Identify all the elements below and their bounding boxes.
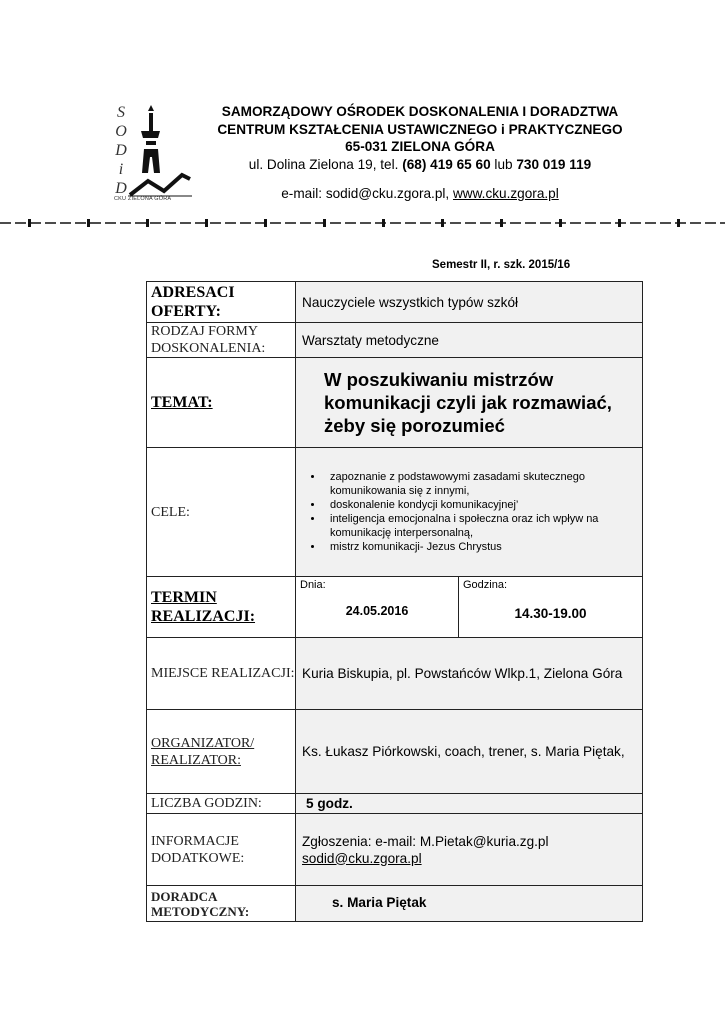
dnia-value: 24.05.2016 <box>345 604 409 618</box>
logo-letter: D <box>115 180 127 197</box>
divider-tick <box>677 219 680 227</box>
rodzaj-value: Warsztaty metodyczne <box>296 323 643 358</box>
cele-list <box>302 470 642 554</box>
godzina-value: 14.30-19.00 <box>514 606 587 621</box>
header-divider <box>0 213 725 233</box>
divider-tick <box>87 219 90 227</box>
adresaci-label: ADRESACI OFERTY: <box>147 282 296 323</box>
cele-label: CELE: <box>147 448 296 577</box>
temat-label <box>147 358 296 448</box>
header-address: ul. Dolina Zielona 19, tel. <box>248 156 399 172</box>
miejsce-value: Kuria Biskupia, pl. Powstańców Wlkp.1, Zielona Góra <box>296 638 643 710</box>
cele-item: • zapoznanie z podstawowymi zasadami skutecznego komunikowania się z innymi, <box>324 470 642 498</box>
adresaci-value: Nauczyciele wszystkich typów szkół <box>296 282 643 323</box>
row-organizator <box>147 710 643 794</box>
logo-letter: O <box>115 123 127 140</box>
row-liczba <box>147 794 643 814</box>
informacje-line-1: Zgłoszenia: e-mail: M.Pietak@kuria.zg.pl <box>302 833 549 849</box>
website-link[interactable]: www.cku.zgora.pl <box>452 186 559 201</box>
row-termin <box>147 577 643 638</box>
organizator-value: Ks. Łukasz Piórkowski, coach, trener, s. Maria Piętak, <box>296 710 643 794</box>
row-miejsce <box>147 638 643 710</box>
cele-item: • mistrz komunikacji- Jezus Chrystus <box>324 540 642 554</box>
rodzaj-label: RODZAJ FORMY DOSKONALENIA: <box>147 323 296 358</box>
divider-tick <box>146 219 149 227</box>
logo-letter: S <box>117 104 125 121</box>
termin-subtable <box>296 577 642 637</box>
logo-figure-icon <box>108 103 194 207</box>
cele-value-cell <box>296 448 643 577</box>
row-cele <box>147 448 643 577</box>
temat-label-text: TEMAT: <box>151 394 213 411</box>
godzina-label: Godzina: <box>463 579 508 591</box>
temat-value: W poszukiwaniu mistrzów komunikacji czyli jak rozmawiać, żeby się porozumieć <box>324 369 612 436</box>
logo-letter: i <box>118 161 124 178</box>
divider-tick <box>28 219 31 227</box>
divider-tick <box>382 219 385 227</box>
semester-info: Semestr II, r. szk. 2015/16 <box>432 259 571 271</box>
divider-tick <box>559 219 562 227</box>
row-rodzaj <box>147 323 643 358</box>
sodid-logo <box>108 103 194 207</box>
row-adresaci <box>147 282 643 323</box>
row-informacje <box>147 814 643 886</box>
dnia-cell <box>296 577 459 637</box>
organizator-label <box>147 710 296 794</box>
liczba-value: 5 godz. <box>296 794 643 814</box>
informacje-email-link[interactable]: sodid@cku.zgora.pl <box>302 850 422 866</box>
divider-tick <box>441 219 444 227</box>
header-phone-1: (68) 419 65 60 <box>402 156 491 172</box>
doradca-value: s. Maria Piętak <box>296 886 643 922</box>
termin-label <box>147 577 296 638</box>
institution-header <box>190 103 650 203</box>
cele-item: • doskonalenie kondycji komunikacyjnej’ <box>324 498 642 512</box>
godzina-cell <box>459 577 643 637</box>
divider-tick <box>618 219 621 227</box>
row-temat <box>147 358 643 448</box>
dnia-label: Dnia: <box>300 579 326 591</box>
informacje-value-cell <box>296 814 643 886</box>
divider-tick <box>264 219 267 227</box>
cele-item: • inteligencja emocjonalna i społeczna oraz ich wpływ na komunikację interpersonalną, <box>324 512 642 540</box>
header-address-line <box>190 156 650 174</box>
organizator-label-text: ORGANIZATOR/ REALIZATOR: <box>151 735 255 768</box>
header-contact-line <box>190 185 650 203</box>
header-line-3: 65-031 ZIELONA GÓRA <box>345 139 495 154</box>
logo-caption: CKU ZIELONA GÓRA <box>114 196 172 202</box>
logo-letter: D <box>115 142 127 159</box>
header-phone-2: 730 019 119 <box>516 156 592 172</box>
temat-value-cell <box>296 358 643 448</box>
header-phone-sep: lub <box>494 156 513 172</box>
divider-tick <box>323 219 326 227</box>
course-info-table <box>146 281 643 922</box>
row-doradca <box>147 886 643 922</box>
informacje-label: INFORMACJE DODATKOWE: <box>147 814 296 886</box>
header-line-1: SAMORZĄDOWY OŚRODEK DOSKONALENIA I DORADZTWA <box>221 104 619 119</box>
termin-label-text: TERMIN REALIZACJI: <box>151 589 256 625</box>
doradca-label: DORADCA METODYCZNY: <box>147 886 296 922</box>
divider-tick <box>500 219 503 227</box>
miejsce-label: MIEJSCE REALIZACJI: <box>147 638 296 710</box>
header-email: e-mail: sodid@cku.zgora.pl, <box>281 186 450 201</box>
liczba-label: LICZBA GODZIN: <box>147 794 296 814</box>
divider-tick <box>205 219 208 227</box>
termin-value-cell <box>296 577 643 638</box>
header-line-2: CENTRUM KSZTAŁCENIA USTAWICZNEGO i PRAKTYCZNEGO <box>217 121 623 137</box>
